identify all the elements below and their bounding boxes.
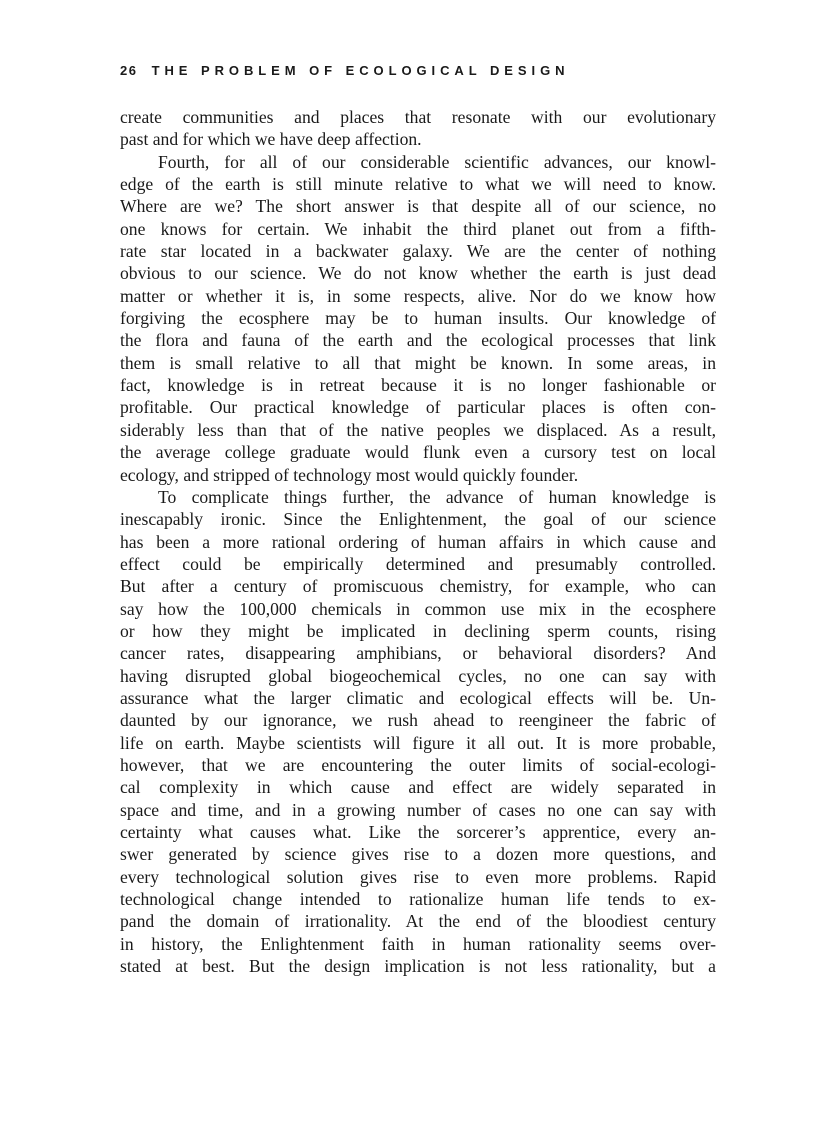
running-head	[120, 63, 720, 78]
text-line: Where are we? The short answer is that despite all of our science, no	[120, 196, 716, 217]
text-line: technological change intended to rationalize human life tends to ex-	[120, 889, 716, 910]
text-line: however, that we are encountering the outer limits of social-ecologi-	[120, 754, 716, 775]
text-line: effect could be empirically determined and presumably controlled.	[120, 553, 716, 574]
page-number: 26	[120, 63, 138, 78]
text-line: fact, knowledge is in retreat because it is no longer fashionable or	[120, 375, 716, 396]
paragraph	[120, 151, 716, 486]
text-line: space and time, and in a growing number of cases no one can say with	[120, 799, 716, 820]
text-line: stated at best. But the design implication is not less rationality, but a	[120, 956, 716, 977]
text-line: having disrupted global biogeochemical cycles, no one can say with	[120, 665, 716, 686]
text-line: swer generated by science gives rise to a dozen more questions, and	[120, 844, 716, 865]
text-line: the flora and fauna of the earth and the ecological processes that link	[120, 330, 716, 351]
text-line: them is small relative to all that might be known. In some areas, in	[120, 352, 716, 373]
text-line: siderably less than that of the native peoples we displaced. As a result,	[120, 419, 716, 440]
paragraph	[120, 486, 716, 978]
text-line: certainty what causes what. Like the sorcerer’s apprentice, every an-	[120, 822, 716, 842]
text-line: one knows for certain. We inhabit the third planet out from a fifth-	[120, 218, 716, 239]
text-line: create communities and places that resonate with our evolutionary	[120, 107, 716, 127]
text-line: every technological solution gives rise to even more problems. Rapid	[120, 866, 716, 887]
text-line: matter or whether it is, in some respects, alive. Nor do we know how	[120, 285, 716, 306]
text-line: assurance what the larger climatic and ecological effects will be. Un-	[120, 687, 716, 708]
text-line: profitable. Our practical knowledge of particular places is often con-	[120, 397, 716, 418]
text-line: But after a century of promiscuous chemistry, for example, who can	[120, 576, 716, 597]
text-line: pand the domain of irrationality. At the end of the bloodiest century	[120, 911, 716, 932]
text-line: in history, the Enlightenment faith in human rationality seems over-	[120, 933, 716, 954]
text-line: has been a more rational ordering of human affairs in which cause and	[120, 531, 716, 552]
text-line: daunted by our ignorance, we rush ahead to reengineer the fabric of	[120, 710, 716, 731]
text-line: cancer rates, disappearing amphibians, or behavioral disorders? And	[120, 643, 716, 664]
text-line: ecology, and stripped of technology most would quickly founder.	[120, 464, 579, 485]
text-line: rate star located in a backwater galaxy. We are the center of nothing	[120, 241, 716, 262]
running-title: THE PROBLEM OF ECOLOGICAL DESIGN	[151, 63, 570, 78]
text-line: the average college graduate would flunk even a cursory test on local	[120, 442, 716, 463]
text-line: cal complexity in which cause and effect are widely separated in	[120, 777, 716, 798]
text-line: forgiving the ecosphere may be to human insults. Our knowledge of	[120, 308, 716, 329]
text-line: inescapably ironic. Since the Enlightenment, the goal of our science	[120, 509, 716, 530]
body-text	[120, 106, 716, 977]
paragraph	[120, 106, 716, 151]
text-line: Fourth, for all of our considerable scientific advances, our knowl-	[158, 151, 716, 172]
text-line: To complicate things further, the advance of human knowledge is	[158, 486, 716, 507]
text-line: past and for which we have deep affection.	[120, 129, 422, 150]
text-line: life on earth. Maybe scientists will figure it all out. It is more probable,	[120, 732, 716, 753]
text-line: edge of the earth is still minute relative to what we will need to know.	[120, 174, 716, 195]
text-line: obvious to our science. We do not know whether the earth is just dead	[120, 263, 716, 284]
text-line: or how they might be implicated in declining sperm counts, rising	[120, 620, 716, 641]
text-line: say how the 100,000 chemicals in common use mix in the ecosphere	[120, 598, 716, 619]
